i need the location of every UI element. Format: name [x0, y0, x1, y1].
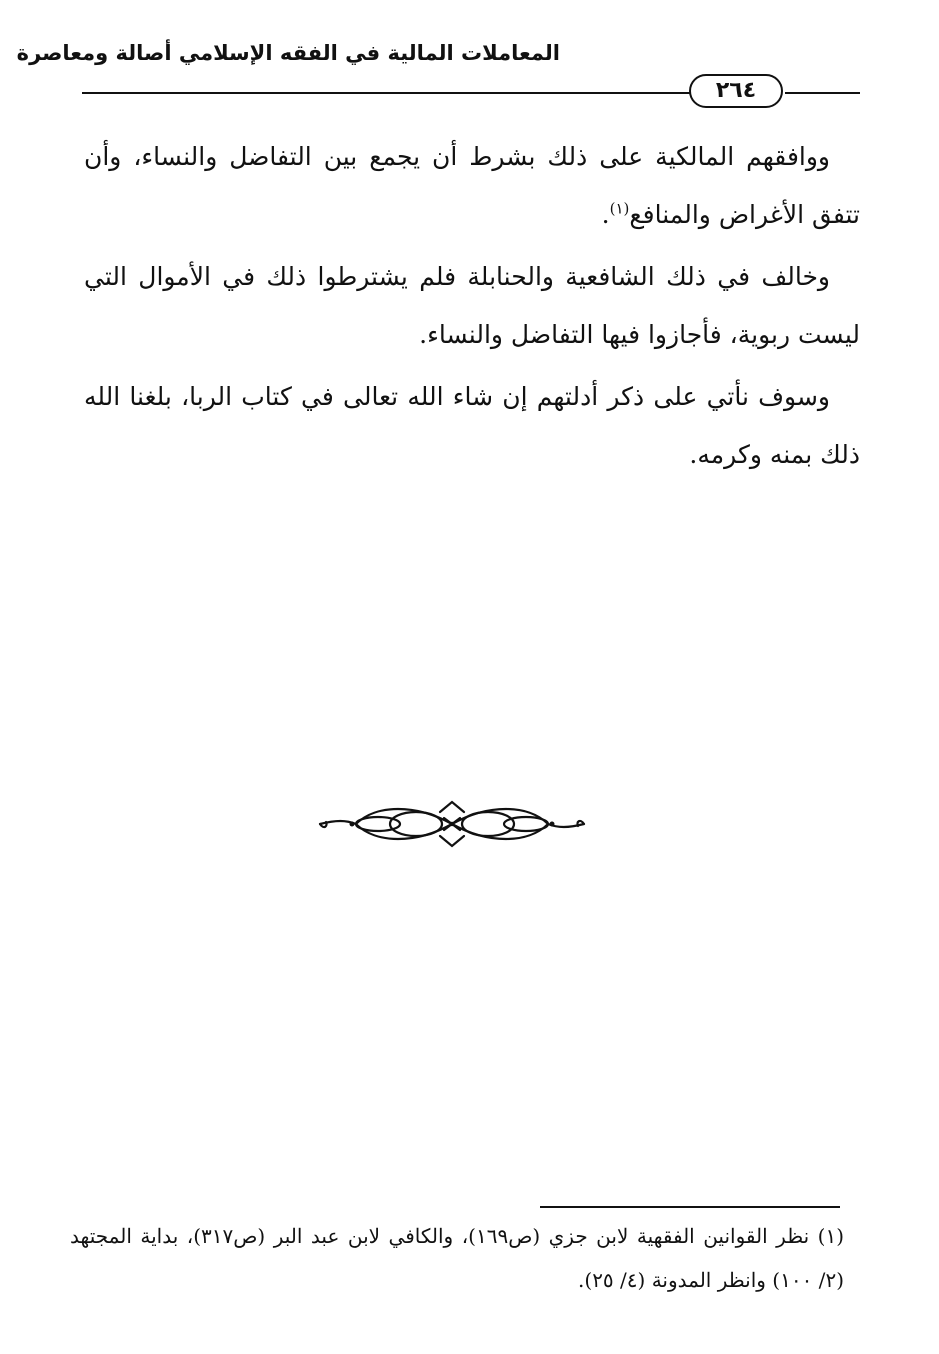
footnote-separator [540, 1206, 840, 1208]
footnote-reference[interactable]: (١) [609, 199, 630, 218]
running-title: المعاملات المالية في الفقه الإسلامي أصالة ومعاصرة [16, 41, 560, 65]
body-text [84, 128, 860, 488]
page-number: ٢٦٤ [689, 74, 783, 108]
paragraph-2-text: وخالف في ذلك الشافعية والحنابلة فلم يشترطوا ذلك في الأموال التي ليست ربوية، فأجازوا فيها التفاضل والنساء. [84, 262, 860, 349]
paragraph-1-tail: . [601, 200, 610, 229]
paragraph-3 [84, 368, 860, 484]
header-rule-left [82, 92, 690, 94]
paragraph-1-text: ووافقهم المالكية على ذلك بشرط أن يجمع بين التفاضل والنساء، وأن تتفق الأغراض والمنافع [84, 142, 860, 229]
paragraph-1 [84, 128, 860, 244]
footnote-1: (١) نظر القوانين الفقهية لابن جزي (ص١٦٩)، والكافي لابن عبد البر (ص٣١٧)، بداية المجتهد (٢/ ١٠٠) وانظر المدونة (٤/ ٢٥). [70, 1224, 845, 1292]
paragraph-3-text: وسوف نأتي على ذكر أدلتهم إن شاء الله تعالى في كتاب الربا، بلغنا الله ذلك بمنه وكرمه. [84, 382, 860, 469]
header-rule-right [785, 92, 860, 94]
paragraph-2 [84, 248, 860, 364]
decorative-ornament [316, 796, 588, 854]
footnotes [70, 1214, 844, 1302]
